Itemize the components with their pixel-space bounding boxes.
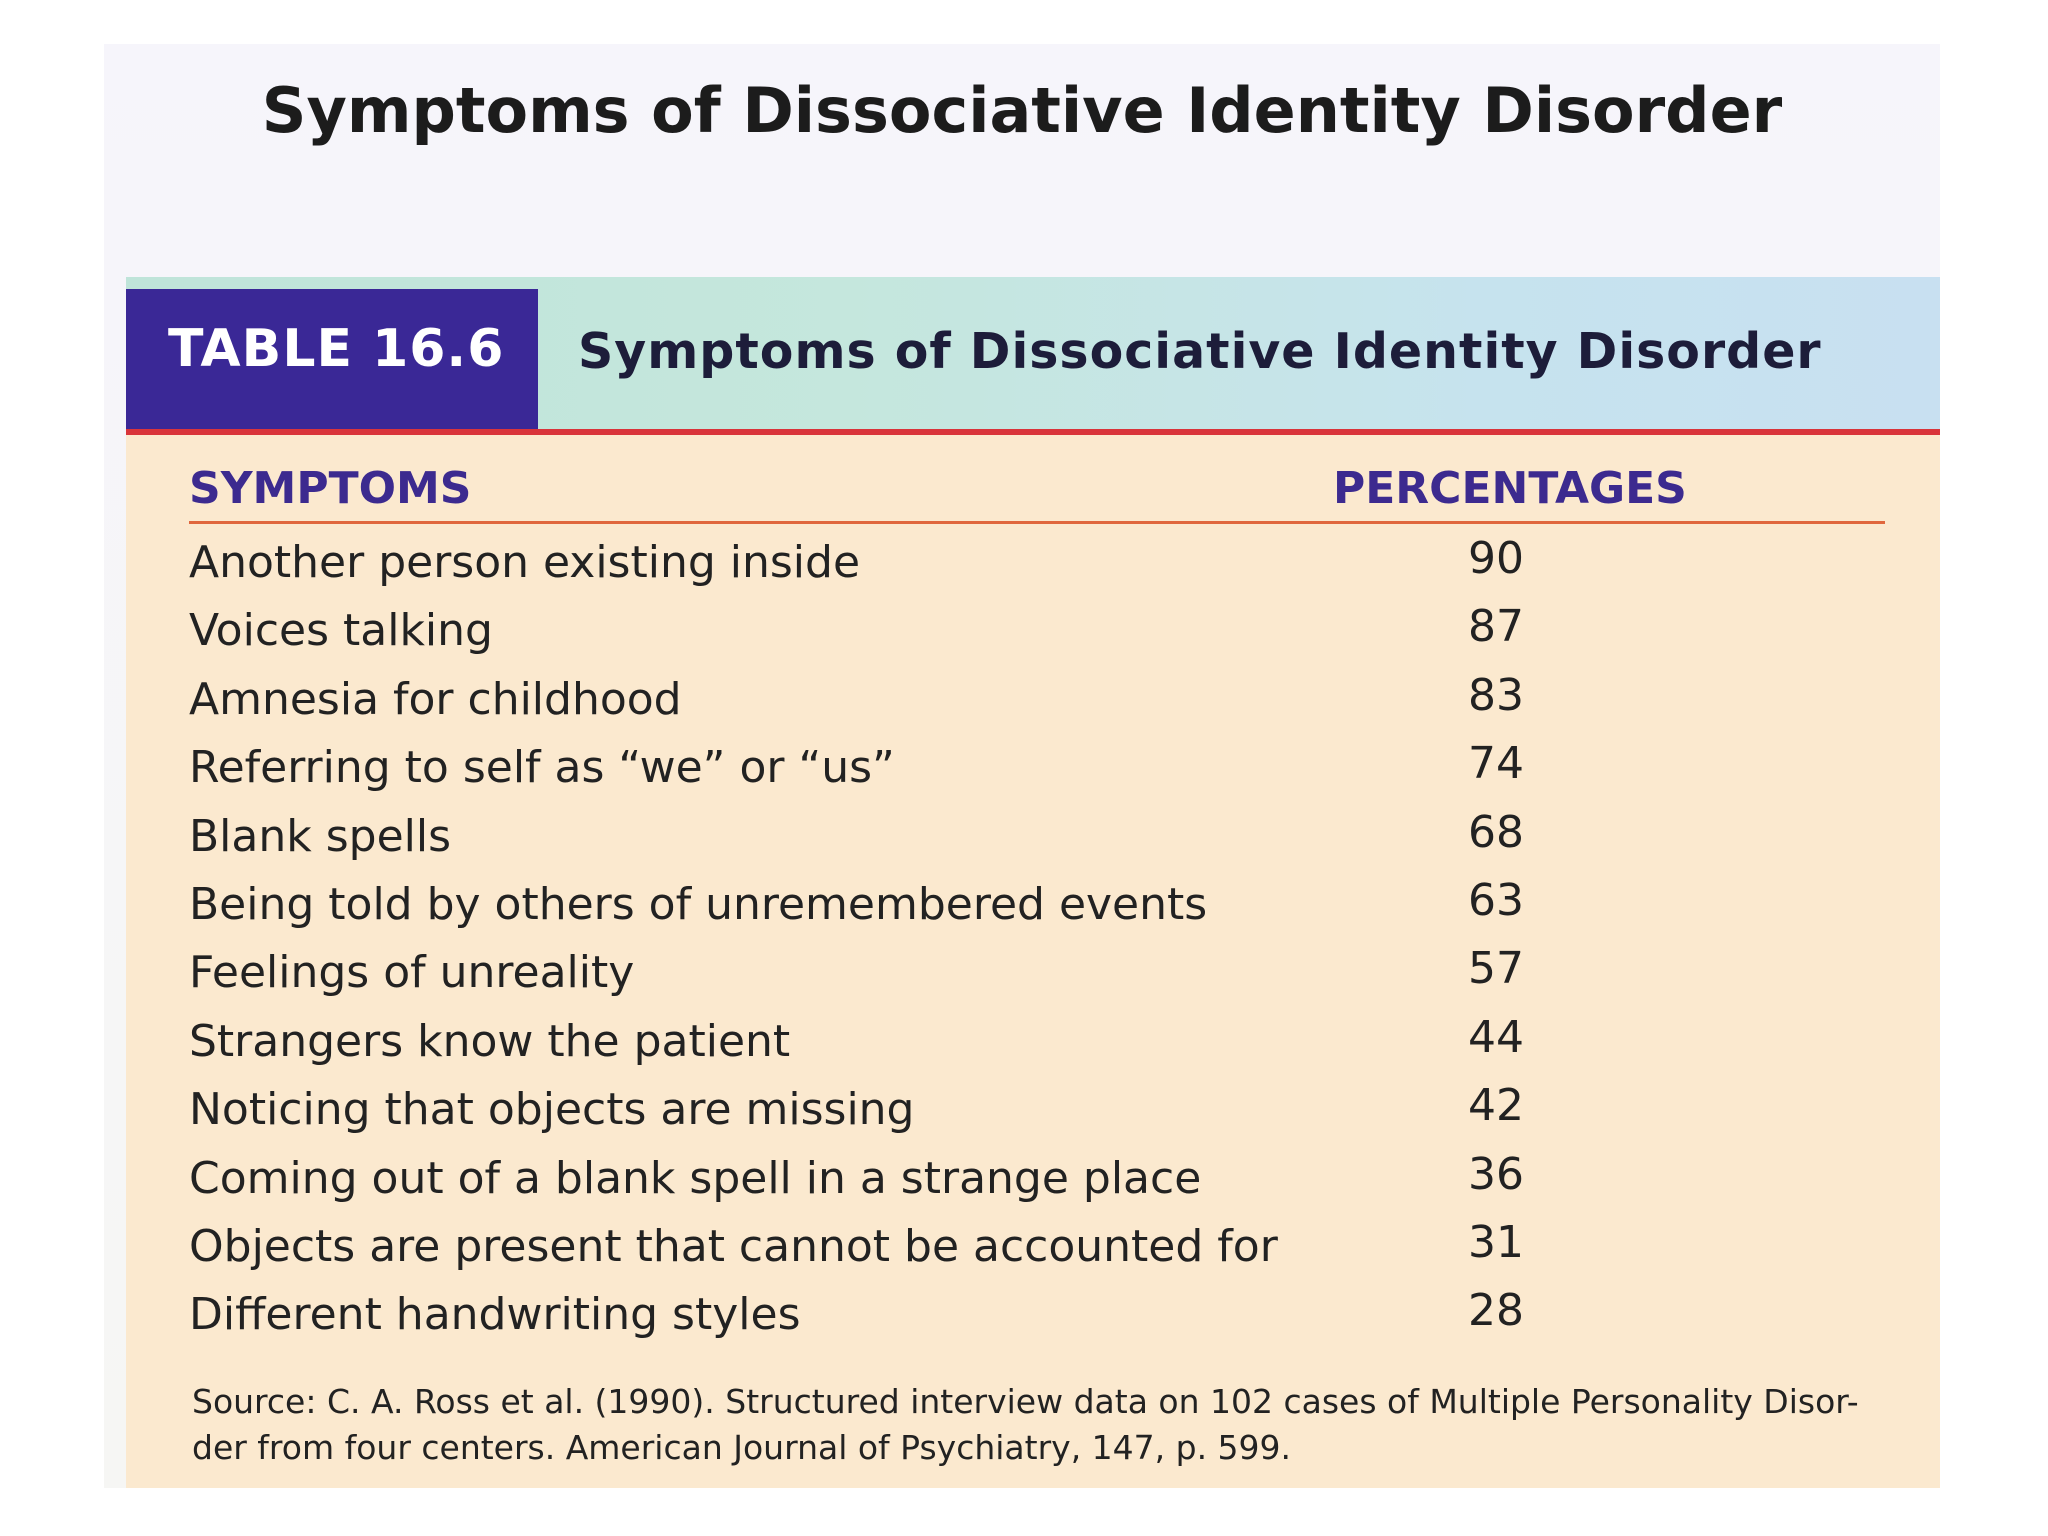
column-heading-percentages: PERCENTAGES xyxy=(1333,463,1687,514)
slide-title: Symptoms of Dissociative Identity Disorder xyxy=(261,74,1783,147)
percentage-cell: 57 xyxy=(1468,943,1524,995)
symptom-cell: Objects are present that cannot be accounted for xyxy=(189,1220,1278,1272)
percentage-cell: 74 xyxy=(1468,738,1524,790)
percentage-cell: 90 xyxy=(1468,533,1524,584)
table-number-tag: TABLE 16.6 xyxy=(126,289,538,435)
symptom-cell: Another person existing inside xyxy=(189,537,861,588)
table-body xyxy=(126,435,1940,1488)
percentage-cell: 44 xyxy=(1468,1011,1524,1063)
table-row xyxy=(126,1012,1940,1080)
table-row xyxy=(126,601,1940,669)
percentage-cell: 28 xyxy=(1468,1285,1524,1337)
symptom-cell: Blank spells xyxy=(189,810,452,862)
table-caption: Symptoms of Dissociative Identity Disorder xyxy=(578,323,1822,380)
column-heading-divider xyxy=(189,521,1885,524)
percentage-cell: 63 xyxy=(1468,874,1524,926)
symptom-cell: Coming out of a blank spell in a strange place xyxy=(189,1152,1202,1204)
symptom-cell: Different handwriting styles xyxy=(189,1289,801,1341)
symptom-cell: Noticing that objects are missing xyxy=(189,1084,915,1136)
symptom-cell: Being told by others of unremembered events xyxy=(189,878,1208,930)
table-row xyxy=(126,533,1940,601)
percentage-cell: 87 xyxy=(1468,601,1524,653)
table-row xyxy=(126,738,1940,806)
table-row xyxy=(126,1080,1940,1148)
table-row xyxy=(126,807,1940,875)
percentage-cell: 31 xyxy=(1468,1216,1524,1268)
table-row xyxy=(126,943,1940,1011)
source-citation xyxy=(192,1379,1892,1471)
percentage-cell: 36 xyxy=(1468,1148,1524,1200)
table-rows xyxy=(126,533,1940,1354)
symptom-cell: Strangers know the patient xyxy=(189,1015,791,1067)
column-heading-symptoms: SYMPTOMS xyxy=(189,463,472,514)
table-row xyxy=(126,670,1940,738)
source-citation-line-1: Source: C. A. Ross et al. (1990). Structured interview data on 102 cases of Multiple Personality Disor- xyxy=(192,1382,1859,1421)
symptom-cell: Voices talking xyxy=(189,605,493,657)
table-row xyxy=(126,875,1940,943)
symptom-cell: Feelings of unreality xyxy=(189,947,635,999)
table-row xyxy=(126,1217,1940,1285)
table-row xyxy=(126,1149,1940,1217)
table-row xyxy=(126,1285,1940,1353)
percentage-cell: 83 xyxy=(1468,669,1524,721)
symptom-cell: Referring to self as “we” or “us” xyxy=(189,742,895,794)
percentage-cell: 68 xyxy=(1468,806,1524,858)
table-figure xyxy=(126,277,1940,1488)
percentage-cell: 42 xyxy=(1468,1080,1524,1132)
symptom-cell: Amnesia for childhood xyxy=(189,673,682,725)
source-citation-line-2: der from four centers. American Journal of Psychiatry, 147, p. 599. xyxy=(192,1428,1292,1467)
